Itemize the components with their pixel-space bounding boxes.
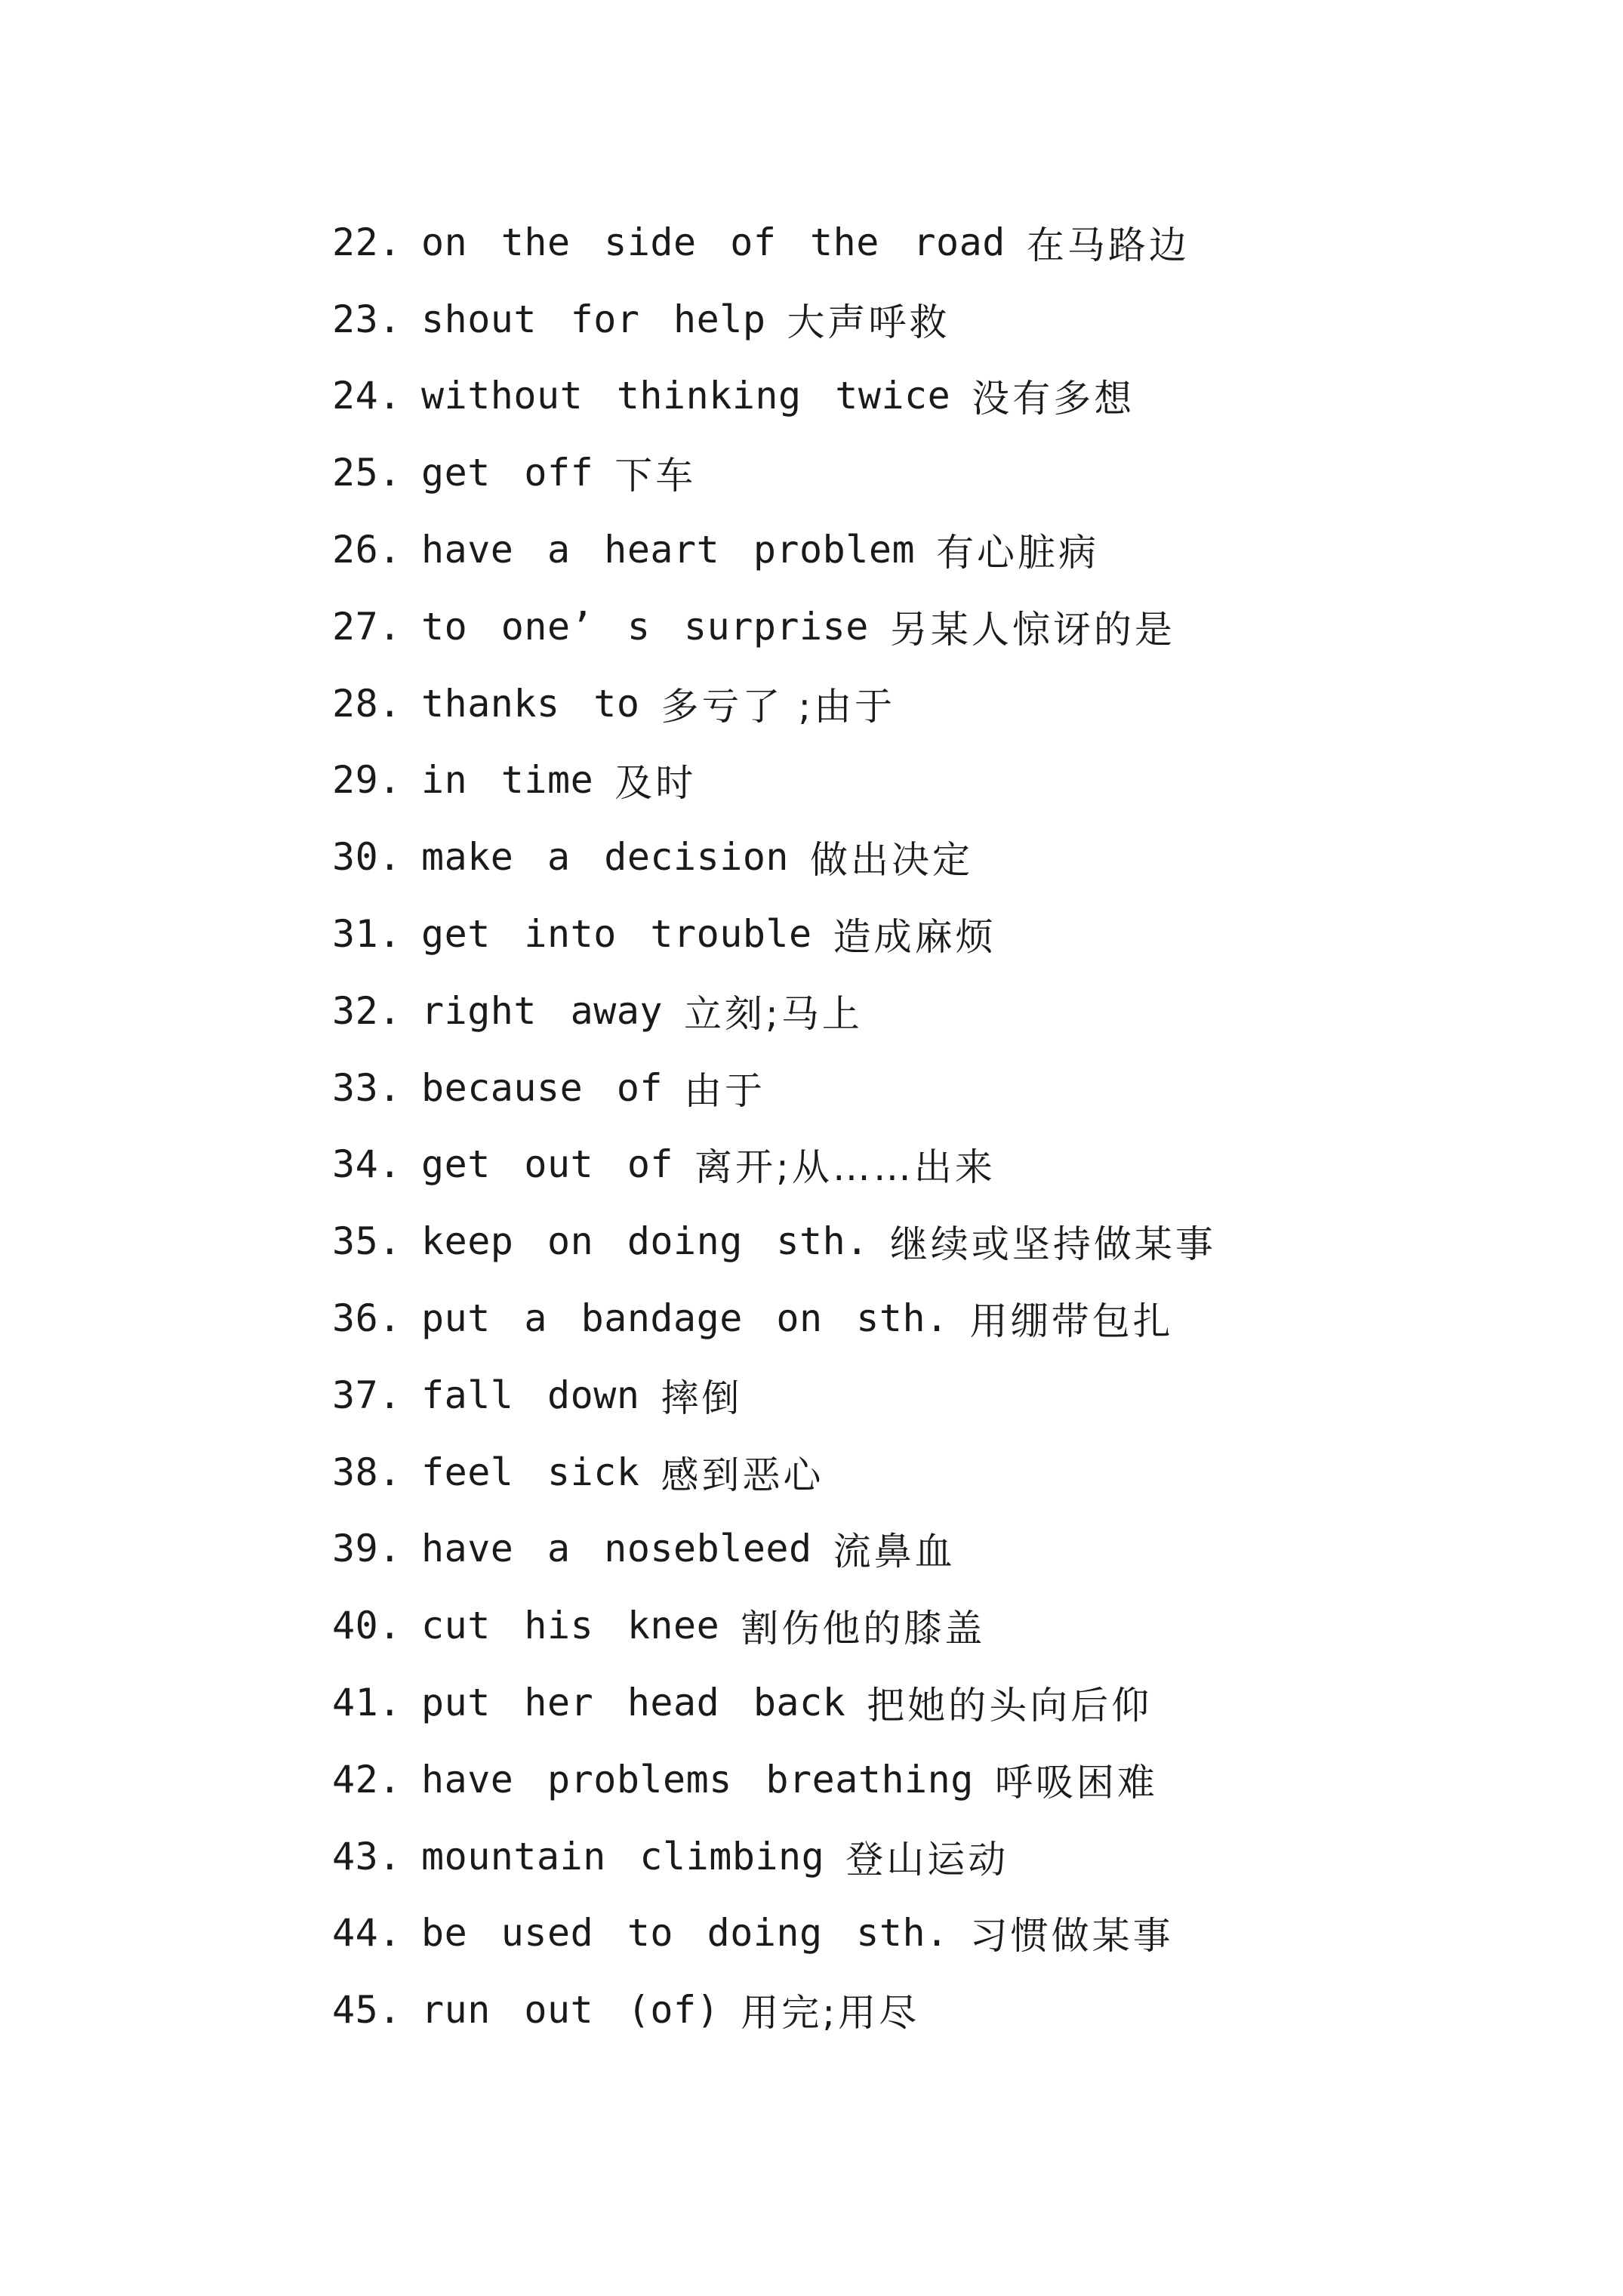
list-item xyxy=(332,1280,1216,1357)
list-item xyxy=(332,588,1216,665)
english-phrase: on the side of the road xyxy=(421,220,1006,264)
item-number: 26. xyxy=(332,528,402,572)
chinese-meaning: 登山运动 xyxy=(845,1837,1009,1881)
chinese-meaning: 造成麻烦 xyxy=(833,915,996,960)
item-number: 35. xyxy=(332,1219,402,1264)
chinese-meaning: 用绷带包扎 xyxy=(969,1299,1174,1344)
chinese-meaning: 有心脏病 xyxy=(936,531,1100,575)
item-number: 34. xyxy=(332,1142,402,1187)
list-item xyxy=(332,1971,1216,2048)
chinese-meaning: 多亏了 ;由于 xyxy=(661,684,896,729)
item-number: 41. xyxy=(332,1681,402,1725)
list-item xyxy=(332,1587,1216,1664)
list-item xyxy=(332,1203,1216,1280)
item-number: 38. xyxy=(332,1450,402,1494)
english-phrase: put a bandage on sth. xyxy=(421,1296,949,1341)
list-item xyxy=(332,358,1216,435)
english-phrase: have a nosebleed xyxy=(421,1527,812,1571)
english-phrase: get off xyxy=(421,451,594,495)
chinese-meaning: 流鼻血 xyxy=(833,1530,956,1574)
list-item xyxy=(332,818,1216,895)
item-number: 42. xyxy=(332,1757,402,1801)
english-phrase: make a decision xyxy=(421,835,790,880)
list-item xyxy=(332,1357,1216,1434)
phrase-list xyxy=(332,204,1216,2048)
chinese-meaning: 立刻;马上 xyxy=(684,991,863,1036)
list-item xyxy=(332,972,1216,1049)
list-item xyxy=(332,742,1216,819)
chinese-meaning: 摔倒 xyxy=(661,1376,743,1420)
english-phrase: to one’ s surprise xyxy=(421,604,869,649)
english-phrase: feel sick xyxy=(421,1450,640,1494)
english-phrase: right away xyxy=(421,988,664,1033)
item-number: 31. xyxy=(332,912,402,957)
english-phrase: without thinking twice xyxy=(421,374,951,418)
chinese-meaning: 及时 xyxy=(614,761,697,806)
item-number: 23. xyxy=(332,297,402,341)
english-phrase: have a heart problem xyxy=(421,528,916,572)
chinese-meaning: 感到恶心 xyxy=(661,1453,824,1497)
english-phrase: get out of xyxy=(421,1142,674,1187)
english-phrase: mountain climbing xyxy=(421,1834,825,1878)
item-number: 22. xyxy=(332,220,402,264)
list-item xyxy=(332,1511,1216,1588)
list-item xyxy=(332,281,1216,358)
chinese-meaning: 离开;从……出来 xyxy=(694,1145,996,1190)
chinese-meaning: 另某人惊讶的是 xyxy=(889,607,1175,652)
item-number: 24. xyxy=(332,374,402,418)
english-phrase: put her head back xyxy=(421,1681,846,1725)
list-item xyxy=(332,1664,1216,1741)
list-item xyxy=(332,1741,1216,1818)
english-phrase: in time xyxy=(421,758,594,803)
list-item xyxy=(332,665,1216,742)
english-phrase: cut his knee xyxy=(421,1604,720,1648)
english-phrase: get into trouble xyxy=(421,912,812,957)
chinese-meaning: 把她的头向后仰 xyxy=(867,1684,1153,1728)
list-item xyxy=(332,204,1216,281)
item-number: 36. xyxy=(332,1296,402,1341)
list-item xyxy=(332,1049,1216,1126)
item-number: 30. xyxy=(332,835,402,880)
english-phrase: thanks to xyxy=(421,681,640,726)
chinese-meaning: 下车 xyxy=(614,454,697,498)
list-item xyxy=(332,434,1216,511)
chinese-meaning: 做出决定 xyxy=(810,838,974,883)
chinese-meaning: 由于 xyxy=(684,1068,766,1113)
item-number: 29. xyxy=(332,758,402,803)
english-phrase: shout for help xyxy=(421,297,766,341)
chinese-meaning: 继续或坚持做某事 xyxy=(889,1222,1216,1267)
english-phrase: run out (of) xyxy=(421,1988,720,2032)
item-number: 32. xyxy=(332,988,402,1033)
list-item xyxy=(332,1895,1216,1972)
chinese-meaning: 没有多想 xyxy=(972,377,1135,421)
list-item xyxy=(332,1818,1216,1895)
english-phrase: keep on doing sth. xyxy=(421,1219,869,1264)
chinese-meaning: 呼吸困难 xyxy=(994,1760,1158,1804)
item-number: 37. xyxy=(332,1373,402,1417)
chinese-meaning: 在马路边 xyxy=(1026,223,1190,267)
item-number: 40. xyxy=(332,1604,402,1648)
chinese-meaning: 习惯做某事 xyxy=(969,1914,1174,1959)
list-item xyxy=(332,1434,1216,1511)
item-number: 27. xyxy=(332,604,402,649)
item-number: 25. xyxy=(332,451,402,495)
list-item xyxy=(332,895,1216,972)
item-number: 28. xyxy=(332,681,402,726)
chinese-meaning: 用完;用尽 xyxy=(741,1991,920,2036)
chinese-meaning: 大声呼救 xyxy=(787,300,950,344)
item-number: 43. xyxy=(332,1834,402,1878)
list-item xyxy=(332,1126,1216,1203)
english-phrase: because of xyxy=(421,1065,664,1110)
item-number: 44. xyxy=(332,1911,402,1955)
list-item xyxy=(332,511,1216,588)
chinese-meaning: 割伤他的膝盖 xyxy=(741,1607,986,1651)
english-phrase: have problems breathing xyxy=(421,1757,974,1801)
english-phrase: be used to doing sth. xyxy=(421,1911,949,1955)
english-phrase: fall down xyxy=(421,1373,640,1417)
item-number: 39. xyxy=(332,1527,402,1571)
item-number: 45. xyxy=(332,1988,402,2032)
item-number: 33. xyxy=(332,1065,402,1110)
